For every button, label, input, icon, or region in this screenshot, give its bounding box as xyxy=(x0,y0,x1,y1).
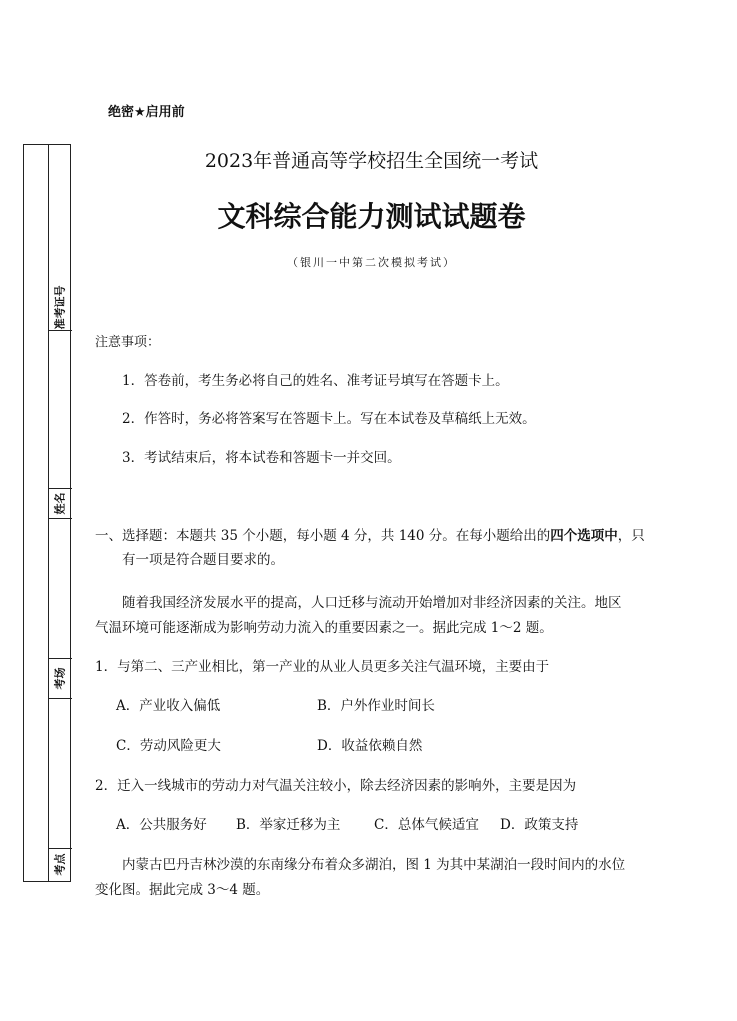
question-2-option-c[interactable]: C．总体气候适宜 xyxy=(374,817,479,833)
exam-title: 2023年普通高等学校招生全国统一考试 xyxy=(204,150,539,172)
section-emphasis: 四个选项中 xyxy=(550,528,618,544)
confidential-mark: 绝密★启用前 xyxy=(108,105,185,120)
question-2-option-b[interactable]: B．举家迁移为主 xyxy=(236,817,341,833)
exam-number-label: 准考证号 xyxy=(53,285,67,330)
section-text: 一、选择题：本题共 35 个小题，每小题 4 分，共 140 分。在每小题给出的 xyxy=(95,528,551,544)
passage-line: 随着我国经济发展水平的提高，人口迁移与流动开始增加对非经济因素的关注。地区 xyxy=(122,595,622,611)
notice-heading: 注意事项： xyxy=(95,335,161,350)
blank-cell xyxy=(48,518,72,659)
question-2-stem: 2．迁入一线城市的劳动力对气温关注较小，除去经济因素的影响外，主要是因为 xyxy=(95,778,577,794)
section-heading xyxy=(95,527,645,545)
question-1-option-b[interactable]: B．户外作业时间长 xyxy=(317,698,435,714)
section-text-end: ，只 xyxy=(617,528,645,544)
question-1-stem: 1．与第二、三产业相比，第一产业的从业人员更多关注气温环境，主要由于 xyxy=(95,659,550,675)
exam-room-label: 考场 xyxy=(53,667,67,689)
name-field[interactable] xyxy=(48,488,72,519)
blank-cell xyxy=(48,330,72,489)
exam-site-label: 考点 xyxy=(53,853,67,876)
exam-site-field[interactable] xyxy=(48,848,72,881)
exam-room-field[interactable] xyxy=(48,658,72,699)
question-2-option-a[interactable]: A．公共服务好 xyxy=(116,817,207,833)
question-2-option-d[interactable]: D．政策支持 xyxy=(500,817,579,833)
question-1-option-a[interactable]: A．产业收入偏低 xyxy=(116,698,221,714)
question-1-option-c[interactable]: C．劳动风险更大 xyxy=(116,738,221,754)
exam-subtitle: （银川一中第二次模拟考试） xyxy=(287,256,456,269)
blank-cell xyxy=(48,698,72,849)
notice-item: 2．作答时，务必将答案写在答题卡上。写在本试卷及草稿纸上无效。 xyxy=(122,411,536,427)
passage-line: 变化图。据此完成 3～4 题。 xyxy=(95,882,270,898)
passage-line: 气温环境可能逐渐成为影响劳动力流入的重要因素之一。据此完成 1～2 题。 xyxy=(95,620,553,636)
notice-item: 3．考试结束后，将本试卷和答题卡一并交回。 xyxy=(122,450,401,466)
section-heading-line2: 有一项是符合题目要求的。 xyxy=(122,552,284,568)
question-1-option-d[interactable]: D．收益依赖自然 xyxy=(317,738,423,754)
paper-title: 文科综合能力测试试题卷 xyxy=(217,200,526,233)
passage-line: 内蒙古巴丹吉林沙漠的东南缘分布着众多湖泊，图 1 为其中某湖泊一段时间内的水位 xyxy=(122,857,626,873)
name-label: 姓名 xyxy=(53,492,67,514)
notice-item: 1．答卷前，考生务必将自己的姓名、准考证号填写在答题卡上。 xyxy=(122,373,509,389)
